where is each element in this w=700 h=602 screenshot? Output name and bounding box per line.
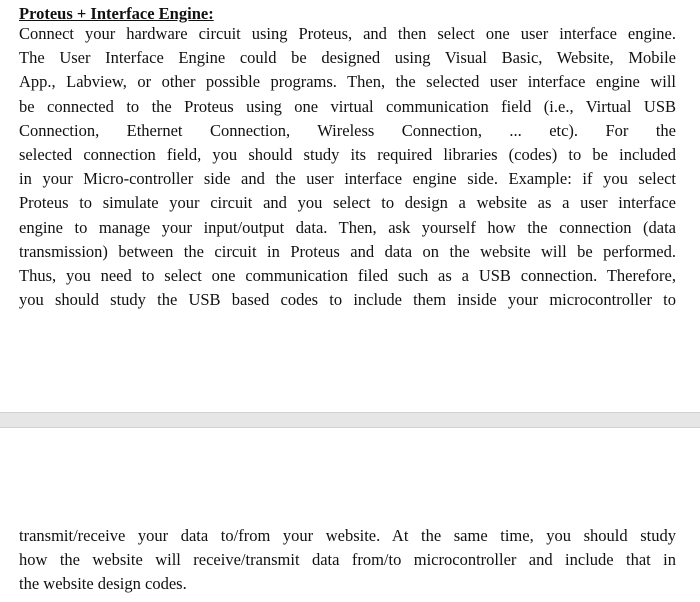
text-line: engine to manage your input/output data. Then, ask yourself how the connection (data	[19, 217, 676, 237]
text-line: Connection, Ethernet Connection, Wireless Connection, ... etc). For the	[19, 120, 676, 140]
document-page-bottom	[0, 428, 700, 602]
text-line: selected connection field, you should study its required libraries (codes) to be included	[19, 145, 676, 165]
body-paragraph-continued	[19, 524, 676, 597]
text-line: Connect your hardware circuit using Proteus, and then select one user interface engine.	[19, 24, 676, 43]
page-break-divider	[0, 412, 700, 428]
text-line: in your Micro-controller side and the user interface engine side. Example: if you select	[19, 169, 676, 189]
body-paragraph	[19, 22, 676, 312]
text-line: Thus, you need to select one communication filed such as a USB connection. Therefore,	[19, 266, 676, 286]
text-line: The User Interface Engine could be designed using Visual Basic, Website, Mobile	[19, 48, 676, 68]
text-line: App., Labview, or other possible programs. Then, the selected user interface engine will	[19, 72, 676, 92]
document-title: Proteus + Interface Engine:	[19, 4, 214, 23]
text-line: transmission) between the circuit in Proteus and data on the website will be performed.	[19, 241, 676, 261]
text-line: the website design codes.	[19, 574, 187, 594]
text-line: be connected to the Proteus using one virtual communication field (i.e., Virtual USB	[19, 96, 676, 116]
text-line: transmit/receive your data to/from your website. At the same time, you should study	[19, 526, 676, 545]
text-line: Proteus to simulate your circuit and you select to design a website as a user interface	[19, 193, 676, 213]
text-line: how the website will receive/transmit data from/to microcontroller and include that in	[19, 550, 676, 570]
text-line: you should study the USB based codes to include them inside your microcontroller to	[19, 290, 676, 310]
